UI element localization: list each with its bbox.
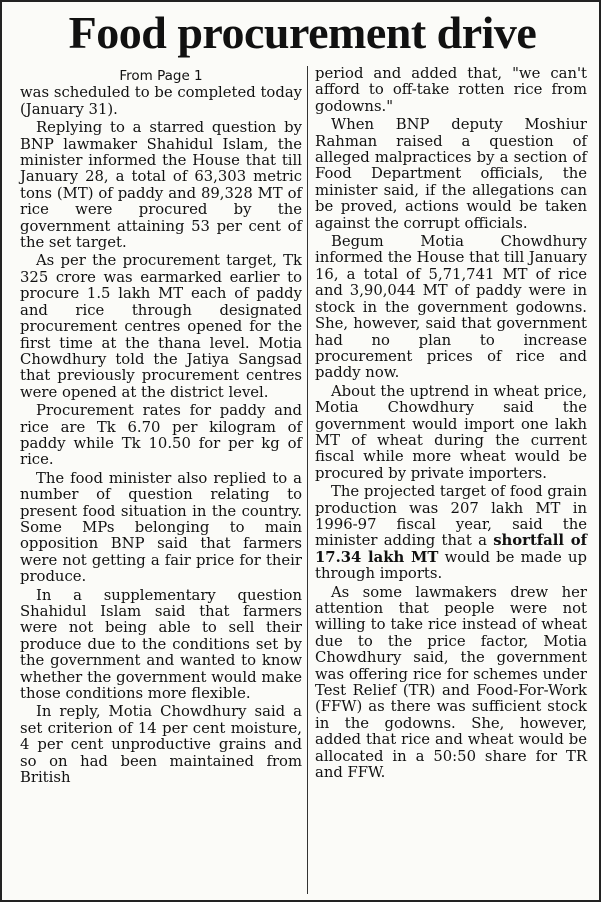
paragraph: About the uptrend in wheat price, Motia Chowdhury said the government would import one lakh MT of wheat during the current fiscal while more wheat would be procured by private importers. (315, 382, 587, 482)
shortfall-text-before: The projected target of food grain production was 207 lakh MT in 1996-97 fiscal year, said the minister adding that a (315, 483, 587, 550)
paragraph: Replying to a starred question by BNP lawmaker Shahidul Islam, the minister informed the House that till January 28, a total of 63,303 metric tons (MT) of paddy and 89,328 MT of rice were procured by the government attaining 53 per cent of the set target. (20, 119, 302, 252)
paragraph: The food minister also replied to a number of question relating to present food situation in the country. Some MPs belonging to main opposition BNP said that farmers were not getting a fair price for their produce. (20, 469, 302, 586)
paragraph-shortfall (315, 484, 587, 582)
jump-line: From Page 1 (119, 68, 203, 84)
paragraph: Begum Motia Chowdhury informed the House that till January 16, a total of 5,71,741 MT of rice and 3,90,044 MT of paddy were in stock in the government godowns. She, however, said that government had no plan to increase procurement prices of rice and paddy now. (315, 233, 587, 382)
paragraph: As some lawmakers drew her attention that people were not willing to take rice instead of wheat due to the price factor, Motia Chowdhury said, the government was offering rice for schemes under Test Relief (TR) and Food-For-Work (FFW) as there was sufficient stock in the godowns. She, however, added that rice and wheat would be allocated in a 50:50 share for TR and FFW. (315, 583, 587, 782)
shortfall-highlight: shortfall of 17.34 lakh MT (315, 532, 587, 566)
right-column (315, 66, 587, 781)
headline: Food procurement drive (68, 7, 537, 58)
paragraph: was scheduled to be completed today (January 31). (20, 84, 302, 118)
paragraph: As per the procurement target, Tk 325 crore was earmarked earlier to procure 1.5 lakh MT each of paddy and rice through designated procurement centres opened for the first time at the thana level. Motia Chowdhury told the Jatiya Sangsad that previously procurement centres were opened at the district level. (20, 252, 302, 401)
paragraph: Procurement rates for paddy and rice are Tk 6.70 per kilogram of paddy while Tk 10.50 for per kg of rice. (20, 402, 302, 469)
paragraph: period and added that, "we can't afford to off-take rotten rice from godowns." (315, 65, 587, 115)
column-divider (307, 66, 308, 894)
paragraph: When BNP deputy Moshiur Rahman raised a question of alleged malpractices by a section of Food Department officials, the minister said, if the allegations can be proved, actions would be taken against the corrupt officials. (315, 116, 587, 232)
paragraph: In reply, Motia Chowdhury said a set criterion of 14 per cent moisture, 4 per cent unproductive grains and so on had been maintained from British (20, 703, 302, 787)
left-column (20, 66, 302, 786)
shortfall-text-after: would be made up through imports. (315, 548, 588, 583)
paragraph: In a supplementary question Shahidul Islam said that farmers were not being able to sell their produce due to the conditions set by the government and wanted to know whether the government would make those conditions more flexible. (20, 586, 302, 703)
